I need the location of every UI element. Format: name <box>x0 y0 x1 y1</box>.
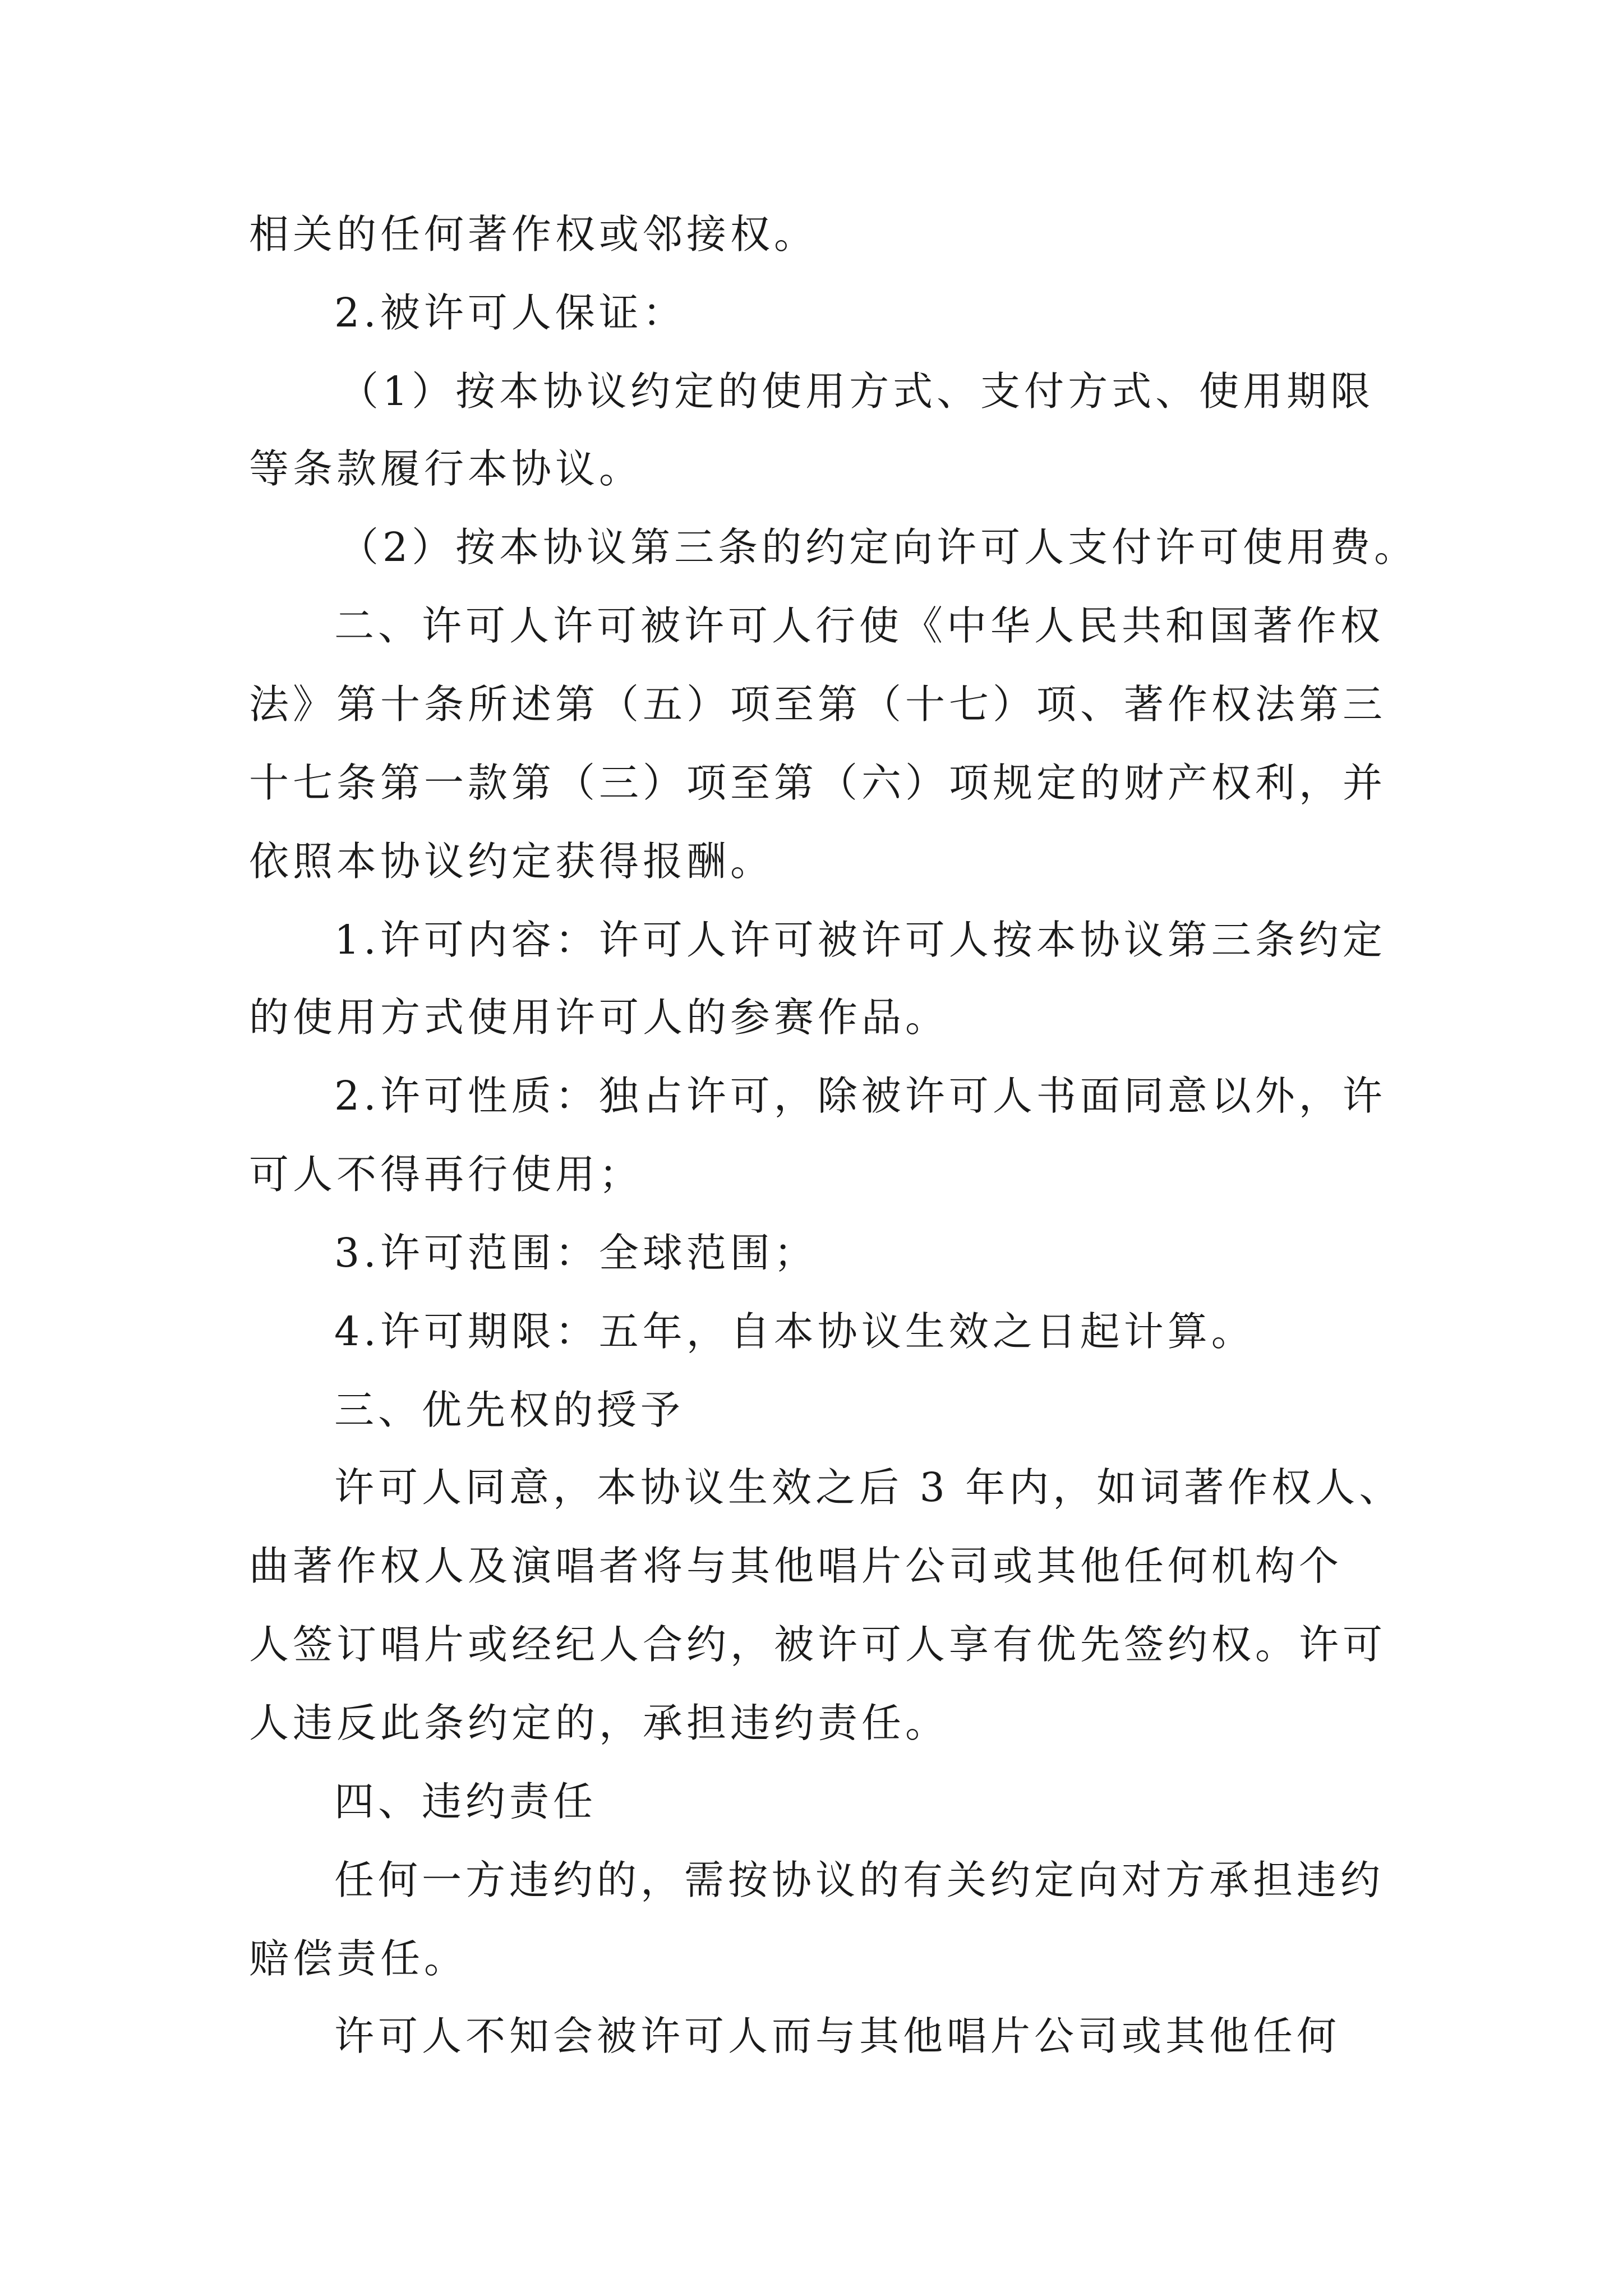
text-line: 许可人同意，本协议生效之后 3 年内，如词著作权人、 <box>334 1464 1403 1511</box>
text-line: 四、违约责任 <box>334 1778 597 1825</box>
text-line: 十七条第一款第（三）项至第（六）项规定的财产权利，并 <box>249 760 1387 806</box>
text-line: （2）按本协议第三条的约定向许可人支付许可使用费。 <box>339 524 1418 570</box>
text-line: （1）按本协议约定的使用方式、支付方式、使用期限 <box>339 368 1375 415</box>
text-line: 赔偿责任。 <box>249 1935 468 1982</box>
text-line: 的使用方式使用许可人的参赛作品。 <box>249 994 949 1041</box>
text-line: 任何一方违约的，需按协议的有关约定向对方承担违约 <box>334 1857 1385 1903</box>
text-line: 人违反此条约定的，承担违约责任。 <box>249 1700 949 1746</box>
text-line: 三、优先权的授予 <box>334 1387 685 1433</box>
text-line: 2.许可性质：独占许可，除被许可人书面同意以外，许 <box>334 1073 1386 1119</box>
text-line: 曲著作权人及演唱者将与其他唱片公司或其他任何机构个 <box>249 1543 1343 1589</box>
text-line: 3.许可范围：全球范围； <box>334 1230 818 1276</box>
text-line: 许可人不知会被许可人而与其他唱片公司或其他任何 <box>334 2013 1341 2059</box>
text-line: 等条款履行本协议。 <box>249 445 643 492</box>
text-line: 法》第十条所述第（五）项至第（十七）项、著作权法第三 <box>249 681 1387 728</box>
text-line: 2.被许可人保证： <box>334 289 686 336</box>
text-line: 依照本协议约定获得报酬。 <box>249 838 774 885</box>
text-line: 1.许可内容：许可人许可被许可人按本协议第三条约定 <box>334 917 1386 963</box>
text-line: 相关的任何著作权或邻接权。 <box>249 211 818 257</box>
text-line: 可人不得再行使用； <box>249 1151 643 1198</box>
text-line: 4.许可期限：五年，自本协议生效之日起计算。 <box>334 1308 1255 1355</box>
text-line: 二、许可人许可被许可人行使《中华人民共和国著作权 <box>334 602 1385 649</box>
text-line: 人签订唱片或经纪人合约，被许可人享有优先签约权。许可 <box>249 1621 1387 1668</box>
